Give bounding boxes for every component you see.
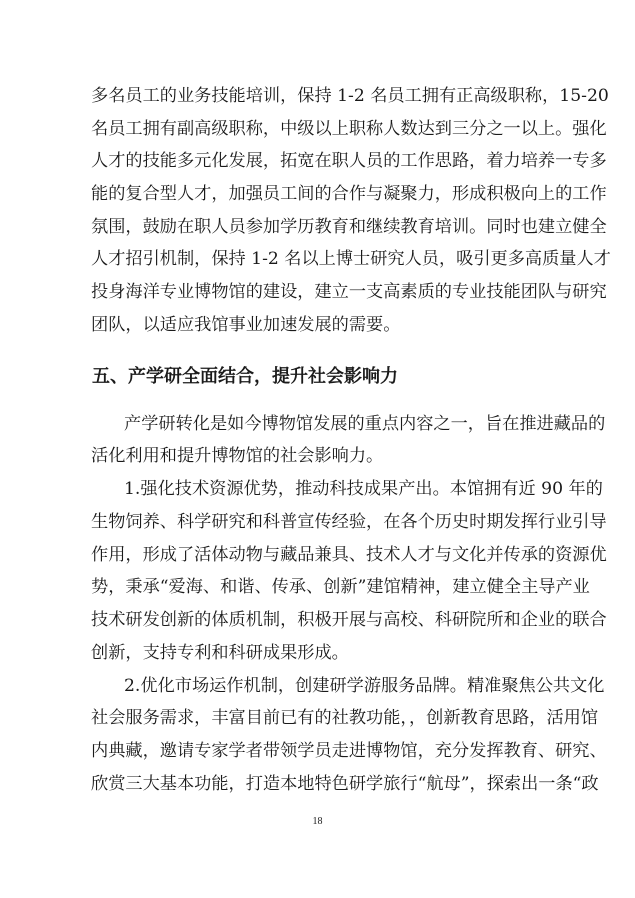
- paragraph-line: 内典藏，邀请专家学者带领学员走进博物馆，充分发挥教育、研究、: [91, 741, 607, 761]
- paragraph-line: 多名员工的业务技能培训，保持 1-2 名员工拥有正高级职称，15-20: [91, 86, 609, 106]
- paragraph-line: 社会服务需求，丰富目前已有的社教功能，，创新教育思路，活用馆: [91, 708, 599, 728]
- paragraph-line: 创新，支持专利和科研成果形成。: [91, 643, 349, 663]
- paragraph-line: 欣赏三大基本功能，打造本地特色研学旅行“航母”，探索出一条“政: [91, 774, 599, 794]
- paragraph-line: 技术研发创新的体质机制，积极开展与高校、科研院所和企业的联合: [91, 610, 607, 630]
- paragraph-line: 能的复合型人才，加强员工间的合作与凝聚力，形成积极向上的工作: [91, 184, 607, 204]
- paragraph-line: 产学研转化是如今博物馆发展的重点内容之一，旨在推进藏品的: [124, 414, 606, 434]
- paragraph-line: 团队，以适应我馆事业加速发展的需要。: [91, 315, 401, 335]
- paragraph-line: 氛围，鼓励在职人员参加学历教育和继续教育培训。同时也建立健全: [91, 217, 607, 237]
- paragraph-line: 势，秉承“爱海、和谐、传承、创新”建馆精神，建立健全主导产业: [91, 577, 590, 597]
- paragraph-line: 人才的技能多元化发展，拓宽在职人员的工作思路，着力培养一专多: [91, 151, 607, 171]
- paragraph-line: 2.优化市场运作机制，创建研学游服务品牌。精准聚焦公共文化: [124, 676, 605, 696]
- paragraph-line: 作用，形成了活体动物与藏品兼具、技术人才与文化并传承的资源优: [91, 545, 607, 565]
- paragraph-line: 投身海洋专业博物馆的建设，建立一支高素质的专业技能团队与研究: [91, 282, 607, 302]
- section-heading: 五、产学研全面结合，提升社会影响力: [92, 366, 398, 387]
- page-number: 18: [312, 816, 323, 827]
- paragraph-line: 活化利用和提升博物馆的社会影响力。: [91, 446, 384, 466]
- paragraph-line: 名员工拥有副高级职称，中级以上职称人数达到三分之一以上。强化: [91, 119, 607, 139]
- paragraph-line: 1.强化技术资源优势，推动科技成果产出。本馆拥有近 90 年的: [124, 479, 603, 499]
- paragraph-line: 人才招引机制，保持 1-2 名以上博士研究人员，吸引更多高质量人才: [91, 249, 611, 269]
- paragraph-line: 生物饲养、科学研究和科普宣传经验，在各个历史时期发挥行业引导: [91, 512, 607, 532]
